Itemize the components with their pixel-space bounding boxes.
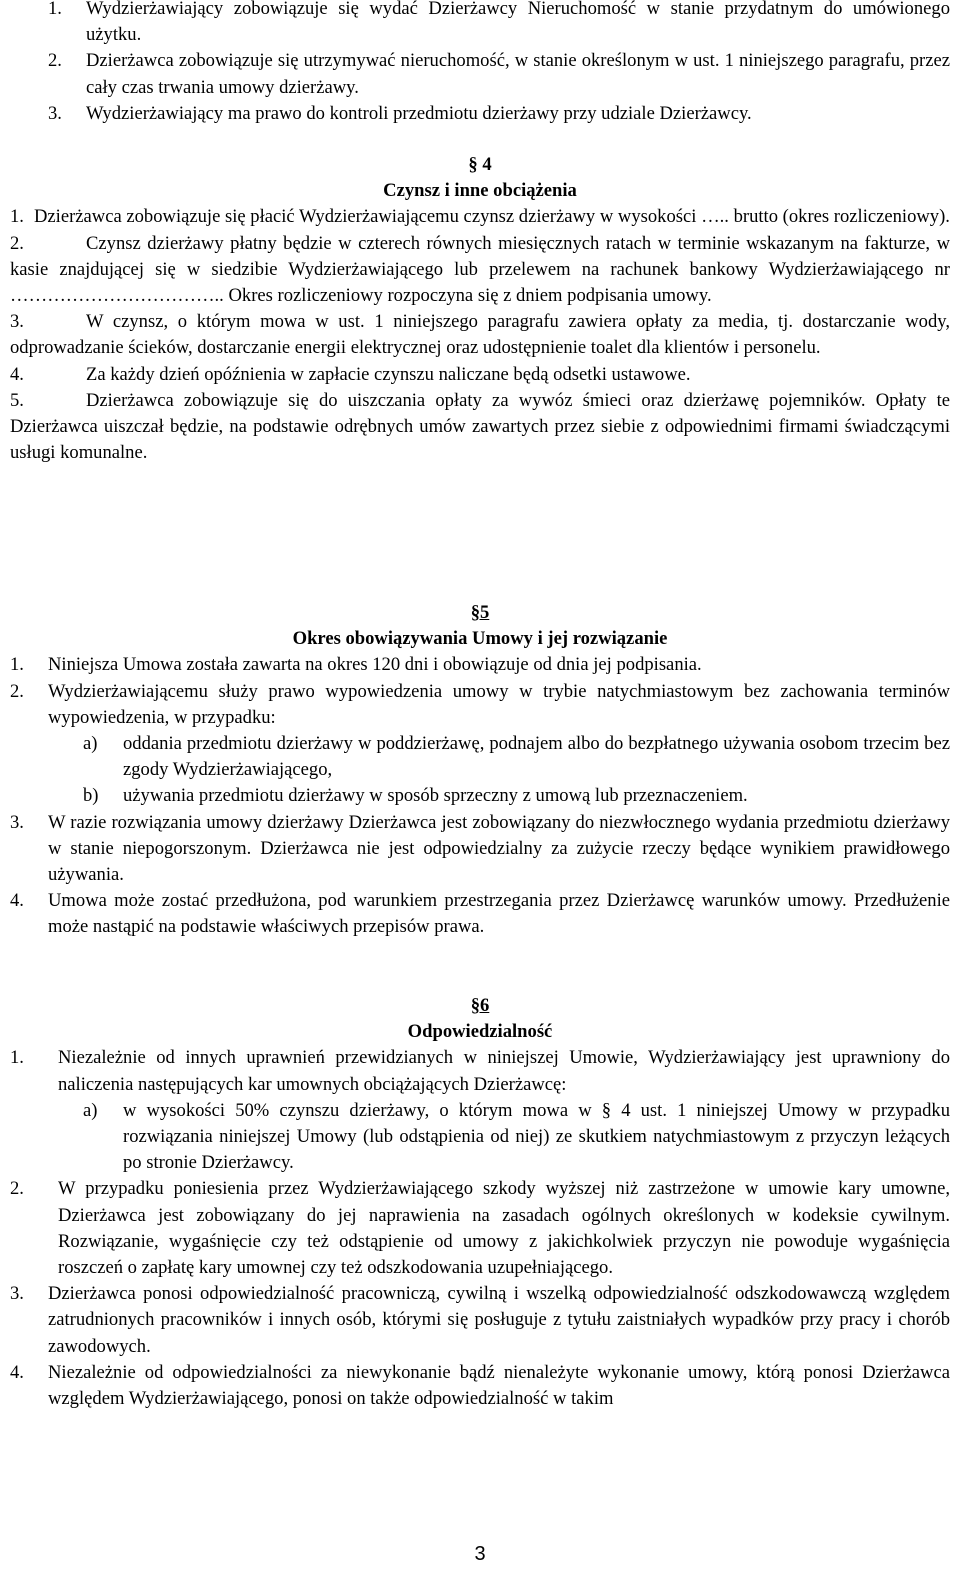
list-item xyxy=(10,309,950,361)
item-text: Za każdy dzień opóźnienia w zapłacie czynszu naliczane będą odsetki ustawowe. xyxy=(86,363,691,385)
sub-text: używania przedmiotu dzierżawy w sposób sprzeczny z umową lub przeznaczeniem. xyxy=(123,785,748,807)
item-text: W przypadku poniesienia przez Wydzierżawiającego szkody wyższej niż zastrzeżone w umowie kary umowne, Dzierżawca jest zobowiązany do jej naprawienia na zasadach ogólnych określonych w kodeksie cywilnym. Rozwiązanie, wygaśnięcie czy też odstąpienie od umowy z jakichkolwiek przyczyn nie powoduje wygaśnięcia roszczeń o zapłatę kary umownej czy też odszkodowania uzupełniającego. xyxy=(58,1178,950,1279)
item-text: Czynsz dzierżawy płatny będzie w czterech równych miesięcznych ratach w terminie wskazanym na fakturze, w kasie znajdującej się w siedzibie Wydzierżawiającego lub przelewem na rachunek bankowy Wydzierżawiającego nr …………………………….. Okres rozliczeniowy rozpoczyna się z dniem podpisania umowy. xyxy=(10,232,950,307)
item-text: Dzierżawca zobowiązuje się do uiszczania opłaty za wywóz śmieci oraz dzierżawę pojemników. Opłaty te Dzierżawca uiszczał będzie, na podstawie odrębnych umów zawartych przez siebie z odpowiednimi firmami świadczącymi usługi komunalne. xyxy=(10,389,950,464)
section-title: Czynsz i inne obciążenia xyxy=(383,180,577,202)
list-item xyxy=(10,204,950,230)
list-item xyxy=(10,810,950,889)
item-number: 2. xyxy=(10,680,24,702)
list-item xyxy=(10,388,950,467)
list-item xyxy=(48,101,950,127)
sub-item xyxy=(48,783,950,809)
sub-text: w wysokości 50% czynszu dzierżawy, o którym mowa w § 4 ust. 1 niniejszej Umowy w przypadku rozwiązania niniejszej Umowy (lub odstąpienia od niej) ze skutkiem natychmiastowym z przyczyn leżących po stronie Dzierżawcy. xyxy=(123,1099,950,1174)
list-item xyxy=(10,1045,950,1176)
item-text: Wydzierżawiający ma prawo do kontroli przedmiotu dzierżawy przy udziale Dzierżawcy. xyxy=(86,102,752,124)
item-text: W czynsz, o którym mowa w ust. 1 niniejszego paragrafu zawiera opłaty za media, tj. dostarczanie wody, odprowadzanie ścieków, dostarczanie energii elektrycznej oraz udostępnienie toalet dla klientów i personelu. xyxy=(10,311,950,359)
item-number: 1. xyxy=(10,654,24,676)
sub-item xyxy=(58,1098,950,1177)
list-item xyxy=(10,1281,950,1360)
section-sign: §5 xyxy=(470,602,490,623)
list-item xyxy=(10,1176,950,1281)
sub-label: a) xyxy=(83,733,98,755)
list-item xyxy=(10,679,950,810)
list-item xyxy=(10,231,950,310)
item-number: 1. xyxy=(10,1047,24,1069)
list-item xyxy=(10,362,950,388)
item-text: Niezależnie od odpowiedzialności za niewykonanie bądź nienależyte wykonanie umowy, którą ponosi Dzierżawca względem Wydzierżawiającego, ponosi on także odpowiedzialność w takim xyxy=(48,1361,950,1410)
item-text: Dzierżawca zobowiązuje się utrzymywać nieruchomość, w stanie określonym w ust. 1 niniejszego paragrafu, przez cały czas trwania umowy dzierżawy. xyxy=(86,50,950,98)
top-list-block xyxy=(48,0,950,127)
item-number: 2. xyxy=(10,232,24,254)
item-text: Niniejsza Umowa została zawarta na okres 120 dni i obowiązuje od dnia jej podpisania. xyxy=(48,654,702,676)
sub-text: oddania przedmiotu dzierżawy w poddzierżawę, podnajem albo do bezpłatnego używania osobom trzecim bez zgody Wydzierżawiającego, xyxy=(123,733,950,781)
item-number: 1. xyxy=(10,206,24,228)
sub-label: a) xyxy=(83,1099,98,1121)
item-number: 1. xyxy=(48,0,62,19)
section-6 xyxy=(10,993,950,1412)
item-number: 3. xyxy=(10,811,24,833)
list-item xyxy=(48,0,950,48)
section-sign: § 4 xyxy=(468,154,492,175)
item-number: 2. xyxy=(48,50,62,72)
item-text: Niezależnie od innych uprawnień przewidzianych w niniejszej Umowie, Wydzierżawiający jest uprawniony do naliczenia następujących kar umownych obciążających Dzierżawcę: xyxy=(58,1047,950,1095)
item-text: Wydzierżawiającemu służy prawo wypowiedzenia umowy w trybie natychmiastowym bez zachowania terminów wypowiedzenia, w przypadku: xyxy=(48,680,950,728)
item-number: 3. xyxy=(10,311,24,333)
list-item xyxy=(10,652,950,678)
page-number: 3 xyxy=(474,1543,486,1565)
item-text: W razie rozwiązania umowy dzierżawy Dzierżawca jest zobowiązany do niezwłocznego wydania przedmiotu dzierżawy w stanie niepogorszonym. Dzierżawca nie jest odpowiedzialny za zużycie rzeczy będące wynikiem prawidłowego używania. xyxy=(48,811,950,886)
item-text: Umowa może zostać przedłużona, pod warunkiem przestrzegania przez Dzierżawcę warunków umowy. Przedłużenie może nastąpić na podstawie właściwych przepisów prawa. xyxy=(48,890,950,938)
item-number: 4. xyxy=(10,1361,24,1383)
sub-label: b) xyxy=(83,785,99,807)
item-number: 4. xyxy=(10,890,24,912)
item-number: 3. xyxy=(10,1283,24,1305)
item-text: Dzierżawca zobowiązuje się płacić Wydzierżawiającemu czynsz dzierżawy w wysokości ….. brutto (okres rozliczeniowy). xyxy=(34,206,950,228)
list-item xyxy=(10,888,950,940)
section-5 xyxy=(10,600,950,941)
section-sign: §6 xyxy=(470,995,490,1016)
list-item xyxy=(48,48,950,100)
item-number: 4. xyxy=(10,363,24,385)
item-text: Wydzierżawiający zobowiązuje się wydać Dzierżawcy Nieruchomość w stanie przydatnym do umówionego użytku. xyxy=(86,0,950,46)
section-4 xyxy=(10,152,950,466)
section-title: Okres obowiązywania Umowy i jej rozwiązanie xyxy=(292,628,668,650)
item-number: 3. xyxy=(48,102,62,124)
section-title: Odpowiedzialność xyxy=(407,1021,553,1043)
list-item xyxy=(10,1360,950,1412)
sub-item xyxy=(48,731,950,783)
item-number: 2. xyxy=(10,1178,24,1200)
item-text: Dzierżawca ponosi odpowiedzialność pracowniczą, cywilną i wszelką odpowiedzialność odszkodowawczą względem zatrudnionych pracowników i innych osób, którymi się posługuje z tytułu zaistniałych wypadków przy pracy i chorób zawodowych. xyxy=(48,1283,950,1357)
item-number: 5. xyxy=(10,389,24,411)
